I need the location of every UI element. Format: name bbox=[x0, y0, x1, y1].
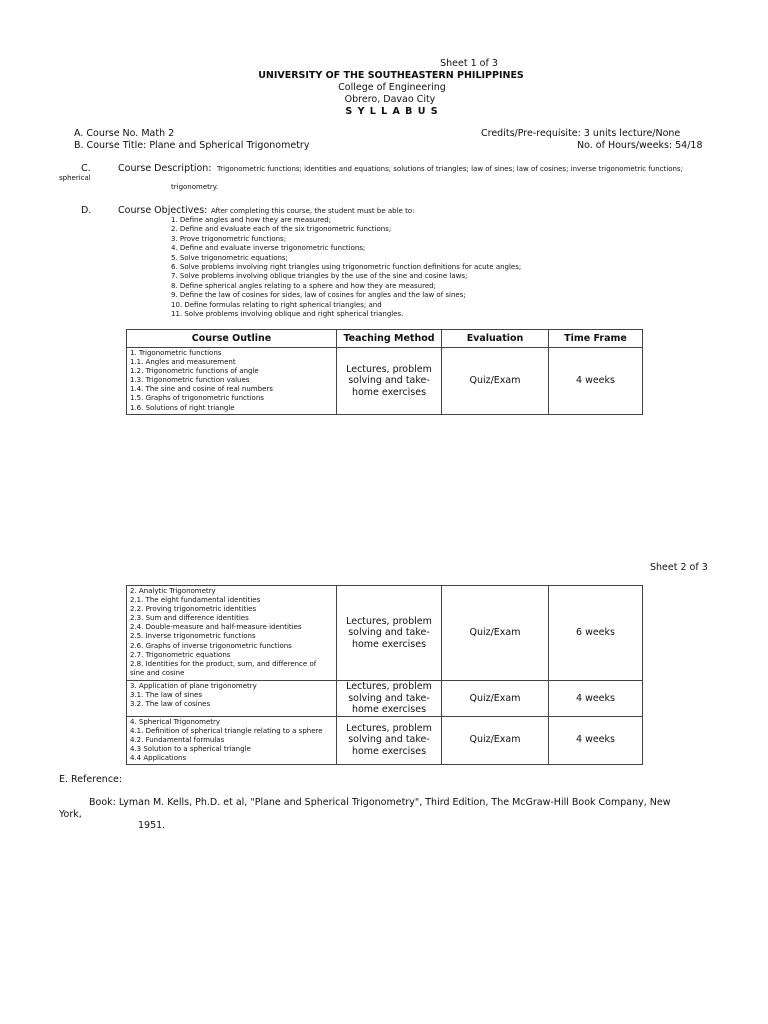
teaching-method-cell: Lectures, problem solving and take-home exercises bbox=[337, 681, 442, 717]
reference-year: 1951. bbox=[138, 820, 166, 831]
time-frame-cell: 4 weeks bbox=[549, 716, 643, 764]
outline-line: 1.4. The sine and cosine of real numbers bbox=[130, 385, 273, 394]
description-text-line3: trigonometry. bbox=[171, 183, 219, 191]
outline-line: 4.2. Fundamental formulas bbox=[130, 735, 225, 744]
document-title: S Y L L A B U S bbox=[345, 106, 439, 117]
description-label: Course Description: bbox=[118, 163, 212, 174]
table-row bbox=[127, 348, 643, 415]
objectives-list bbox=[171, 216, 521, 319]
university-name: UNIVERSITY OF THE SOUTHEASTERN PHILIPPINES bbox=[258, 70, 524, 81]
objectives-letter: D. bbox=[81, 205, 92, 216]
reference-text: Book: Lyman M. Kells, Ph.D. et al, "Plane and Spherical Trigonometry", Third Edition, The McGraw-Hill Book Company, New bbox=[89, 797, 671, 808]
objective-item: 10. Define formulas relating to right spherical triangles; and bbox=[171, 300, 382, 309]
reference-text-line2: York, bbox=[59, 809, 82, 820]
outline-line: 2.6. Graphs of inverse trigonometric functions bbox=[130, 641, 292, 650]
outline-cell bbox=[127, 681, 337, 717]
outline-line: 1. Trigonometric functions bbox=[130, 349, 222, 357]
description-letter: C. bbox=[81, 163, 91, 174]
course-outline-table-continued bbox=[126, 585, 643, 765]
evaluation-cell: Quiz/Exam bbox=[442, 716, 549, 764]
outline-line: 3.2. The law of cosines bbox=[130, 700, 211, 709]
table-header-row bbox=[127, 330, 643, 348]
table-row bbox=[127, 716, 643, 764]
evaluation-cell: Quiz/Exam bbox=[442, 586, 549, 681]
outline-cell bbox=[127, 716, 337, 764]
objective-item: 6. Solve problems involving right triangles using trigonometric function definitions for acute angles; bbox=[171, 263, 522, 272]
outline-line: 2.1. The eight fundamental identities bbox=[130, 596, 261, 605]
outline-line: 3.1. The law of sines bbox=[130, 691, 202, 700]
outline-line: 2.5. Inverse trigonometric functions bbox=[130, 632, 256, 641]
outline-line: 4.4 Applications bbox=[130, 753, 187, 762]
objectives-label: Course Objectives: bbox=[118, 205, 208, 216]
header-teaching-method: Teaching Method bbox=[337, 330, 442, 348]
objective-item: 8. Define spherical angles relating to a sphere and how they are measured; bbox=[171, 281, 436, 290]
time-frame-cell: 4 weeks bbox=[549, 681, 643, 717]
description-text: Trigonometric functions; identities and equations; solutions of triangles; law of sines; law of cosines; inverse trigonometric functions; bbox=[217, 165, 683, 173]
outline-line: 1.5. Graphs of trigonometric functions bbox=[130, 394, 264, 403]
outline-line: 2.2. Proving trigonometric identities bbox=[130, 605, 257, 614]
objective-item: 1. Define angles and how they are measured; bbox=[171, 216, 332, 224]
college-location: Obrero, Davao City bbox=[344, 94, 436, 105]
outline-line: 2.7. Trigonometric equations bbox=[130, 650, 231, 659]
reference-label: E. Reference: bbox=[59, 774, 123, 785]
teaching-method-cell: Lectures, problem solving and take-home exercises bbox=[337, 348, 442, 415]
evaluation-cell: Quiz/Exam bbox=[442, 348, 549, 415]
objective-item: 2. Define and evaluate each of the six trigonometric functions; bbox=[171, 225, 392, 234]
sheet-number-1: Sheet 1 of 3 bbox=[440, 58, 498, 69]
outline-line: 4.3 Solution to a spherical triangle bbox=[130, 744, 251, 753]
objective-item: 5. Solve trigonometric equations; bbox=[171, 253, 288, 262]
objectives-intro: After completing this course, the student must be able to: bbox=[211, 207, 415, 215]
credits-prerequisite: Credits/Pre-requisite: 3 units lecture/None bbox=[481, 128, 681, 139]
description-text-line2: spherical bbox=[59, 174, 91, 182]
outline-line: 4. Spherical Trigonometry bbox=[130, 717, 221, 726]
outline-cell bbox=[127, 586, 337, 681]
header-evaluation: Evaluation bbox=[442, 330, 549, 348]
outline-line: sine and cosine bbox=[130, 668, 185, 677]
objective-item: 7. Solve problems involving oblique triangles by the use of the sine and cosine laws; bbox=[171, 272, 468, 281]
course-title: B. Course Title: Plane and Spherical Trigonometry bbox=[74, 140, 310, 151]
outline-line: 2.3. Sum and difference identities bbox=[130, 614, 249, 623]
outline-line: 3. Application of plane trigonometry bbox=[130, 682, 257, 690]
table-row bbox=[127, 586, 643, 681]
outline-line: 2.4. Double-measure and half-measure identities bbox=[130, 623, 302, 632]
outline-line: 2. Analytic Trigonometry bbox=[130, 587, 216, 595]
time-frame-cell: 6 weeks bbox=[549, 586, 643, 681]
teaching-method-cell: Lectures, problem solving and take-home exercises bbox=[337, 586, 442, 681]
outline-line: 1.3. Trigonometric function values bbox=[130, 376, 250, 385]
header-course-outline: Course Outline bbox=[127, 330, 337, 348]
outline-line: 1.1. Angles and measurement bbox=[130, 358, 236, 367]
time-frame-cell: 4 weeks bbox=[549, 348, 643, 415]
outline-line: 4.1. Definition of spherical triangle relating to a sphere bbox=[130, 726, 323, 735]
table-row bbox=[127, 681, 643, 717]
outline-line: 2.8. Identities for the product, sum, and difference of bbox=[130, 659, 317, 668]
outline-cell bbox=[127, 348, 337, 415]
objective-item: 9. Define the law of cosines for sides, law of cosines for angles and the law of sines; bbox=[171, 291, 466, 300]
college-name: College of Engineering bbox=[338, 82, 446, 93]
objective-item: 11. Solve problems involving oblique and right spherical triangles. bbox=[171, 310, 404, 319]
header-time-frame: Time Frame bbox=[549, 330, 643, 348]
course-outline-table bbox=[126, 329, 643, 415]
evaluation-cell: Quiz/Exam bbox=[442, 681, 549, 717]
course-number: A. Course No. Math 2 bbox=[74, 128, 175, 139]
hours-weeks: No. of Hours/weeks: 54/18 bbox=[577, 140, 703, 151]
objective-item: 3. Prove trigonometric functions; bbox=[171, 234, 287, 243]
sheet-number-2: Sheet 2 of 3 bbox=[650, 562, 708, 573]
outline-line: 1.2. Trigonometric functions of angle bbox=[130, 367, 259, 376]
outline-line: 1.6. Solutions of right triangle bbox=[130, 403, 235, 412]
teaching-method-cell: Lectures, problem solving and take-home exercises bbox=[337, 716, 442, 764]
objective-item: 4. Define and evaluate inverse trigonometric functions; bbox=[171, 244, 366, 253]
